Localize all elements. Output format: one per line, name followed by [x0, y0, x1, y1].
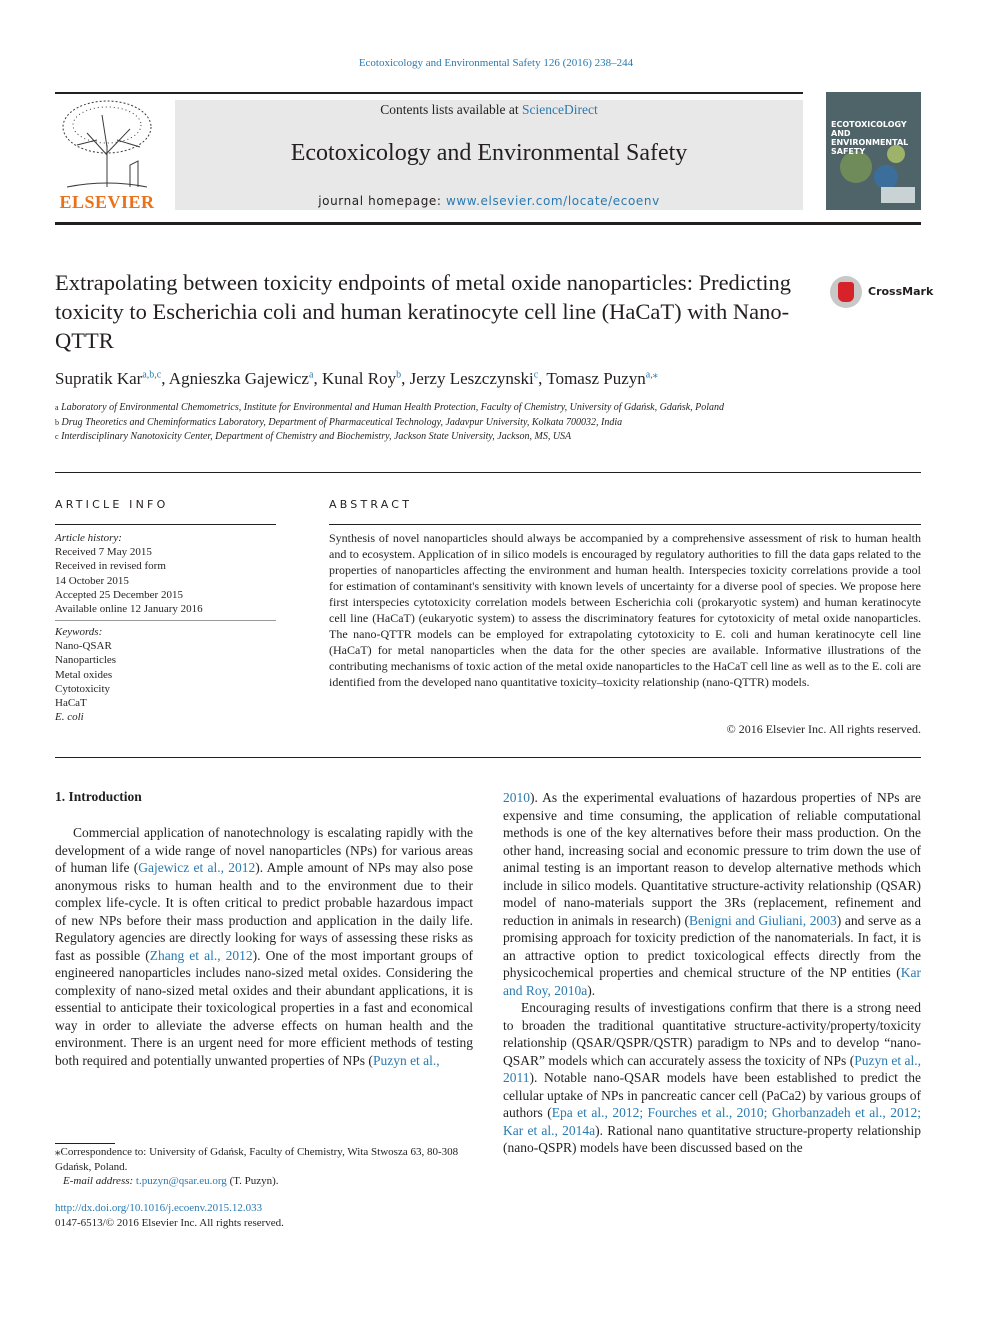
body-paragraph [503, 789, 921, 999]
homepage-link[interactable]: www.elsevier.com/locate/ecoenv [445, 194, 660, 208]
citation-link[interactable]: Zhang et al., 2012 [149, 947, 253, 963]
abstract-copyright: © 2016 Elsevier Inc. All rights reserved. [726, 722, 921, 736]
affiliation-text: Interdisciplinary Nanotoxicity Center, Department of Chemistry and Biochemistry, Jackson State University, Jackson, MS, USA [61, 431, 572, 442]
keyword-item: Cytotoxicity [55, 682, 110, 695]
doi-link[interactable]: http://dx.doi.org/10.1016/j.ecoenv.2015.12.033 [55, 1202, 263, 1214]
email-label: E-mail address: [63, 1175, 136, 1187]
author-separator: , [401, 369, 410, 388]
author-affiliation-mark[interactable]: c [533, 369, 539, 381]
body-text: ). Notable nano-QSAR models have been established to predict the cellular uptake of NPs in pancreatic cancer cell (PaCa2) by various groups of authors ( [503, 1070, 921, 1120]
keyword-item: Nano-QSAR [55, 640, 112, 653]
elsevier-logo[interactable] [52, 95, 162, 213]
citation-link[interactable]: Gajewicz et al., 2012 [138, 860, 256, 875]
journal-masthead [175, 100, 803, 210]
author-name[interactable]: Kunal Roy [321, 369, 397, 388]
masthead-top-rule [55, 92, 803, 94]
body-text: ). One of the most important groups of engineered nanoparticles includes nano-sized metal oxides. Considering the complexity of nano-sized metal oxides and their abundant applications, it is essential to anticipate their toxicological properties in a fast and economical way in order to alleviate the adverse effects on human health and the environment. There is an urgent need for more efficient methods of testing both required and potentially unwanted properties of NPs ( [55, 947, 474, 1068]
doi-block [55, 1201, 473, 1231]
keyword-item: Metal oxides [55, 668, 113, 681]
article-info-heading: ARTICLE INFO [55, 498, 169, 511]
footnote-rule [55, 1143, 115, 1144]
affiliation-item [55, 430, 815, 445]
journal-citation[interactable]: Ecotoxicology and Environmental Safety 126 (2016) 238–244 [358, 57, 634, 69]
issn-line: 0147-6513/© 2016 Elsevier Inc. All rights reserved. [55, 1217, 284, 1229]
affiliations [55, 401, 815, 445]
author-affiliation-mark[interactable]: b [396, 369, 402, 381]
author-name[interactable]: Supratik Kar [55, 369, 143, 388]
crossmark-label: CrossMark [868, 285, 934, 298]
section-heading-introduction: 1. Introduction [55, 789, 142, 804]
masthead-bottom-rule [55, 222, 921, 225]
article-title: Extrapolating between toxicity endpoints of metal oxide nanoparticles: Predicting toxicity to Escherichia coli and human keratinocyte cell line (HaCaT) with Nano-QTTR [55, 270, 792, 353]
body-paragraph [503, 999, 921, 1157]
contents-prefix: Contents lists available at [380, 102, 522, 117]
abstract-text: Synthesis of novel nanoparticles should always be accompanied by a comprehensive assessment of risk to human health and to ecosystem. Application of in silico models is encouraged by regulatory authorities to fill the data gaps related to the properties of nanoparticles affecting the environment and human health. Interspecies toxicity correlations provide a tool for estimation of contaminant's sensitivity with known levels of uncertainty for a diverse pool of species. We propose here first interspecies cytotoxicity correlation models between Escherichia coli (prokaryotic system) and human keratinocyte cell line (HaCaT) (eukaryotic system) to assess the discriminatory features for cytotoxicity of metal oxide nanoparticles. The nano-QTTR models can be employed for extrapolating cytotoxicity to E. coli and human keratinocyte cell line (HaCaT) for metal nanoparticles when the data for the other species are available. Informative illustrations of the contributing mechanisms of toxic action of the metal oxide nanoparticles to the HaCaT cell line as well as to the E. coli are identified from the developed nano quantitative toxicity–toxicity relationship (nano-QTTR) models. [329, 531, 921, 689]
citation-link[interactable]: Epa et al., 2012; Fourches et al., 2010; Ghorbanzadeh et al., 2012; Kar et al., 2014a [503, 1105, 921, 1138]
article-info-rule [55, 524, 276, 525]
history-line: Received in revised form [55, 560, 166, 573]
citation-link[interactable]: 2010 [503, 790, 530, 805]
keywords [55, 625, 285, 724]
keywords-label: Keywords: [55, 626, 103, 638]
body-text: Commercial application of nanotechnology is escalating rapidly with the development of a wide range of novel nanoparticles (NPs) for various areas of human life ( [55, 825, 473, 875]
homepage-prefix: journal homepage: [318, 194, 446, 208]
email-link[interactable]: t.puzyn@qsar.eu.org [135, 1175, 227, 1187]
author-name[interactable]: Tomasz Puzyn [546, 369, 646, 388]
affiliation-item [55, 416, 815, 431]
citation-link[interactable]: Puzyn et al., [372, 1052, 440, 1068]
author-affiliation-mark[interactable]: a,⁎ [645, 369, 658, 381]
crossmark-badge[interactable] [830, 275, 934, 311]
body-column-right [503, 789, 921, 1157]
elsevier-wordmark: ELSEVIER [59, 192, 155, 212]
article-history [55, 531, 285, 616]
abstract-heading: ABSTRACT [329, 498, 413, 511]
contents-line [175, 102, 803, 118]
history-line: Received 7 May 2015 [55, 546, 152, 559]
history-label: Article history: [55, 532, 122, 544]
body-text: ). [587, 982, 596, 998]
affiliation-mark: b [55, 417, 59, 427]
affiliation-rule [55, 472, 921, 473]
history-line: Accepted 25 December 2015 [55, 588, 183, 601]
body-text: ). As the experimental evaluations of hazardous properties of NPs are expensive and time consuming, the application of reliable computational methods is one of the key alternatives before their mass production. On the other hand, increasing social and economic pressure to trim down the use of animal testing is an important reason to develop alternative methods which include in silico models. Quantitative structure-activity relationship (QSAR) model of nano-materials support the 3Rs (replacement, refinement and reduction in animals in research) ( [503, 790, 921, 928]
body-column-left [55, 824, 473, 1069]
abstract-bottom-rule [55, 757, 921, 758]
sciencedirect-link[interactable]: ScienceDirect [522, 102, 598, 117]
history-line: Available online 12 January 2016 [55, 603, 203, 616]
author-separator: , [161, 369, 169, 388]
author-affiliation-mark[interactable]: a [308, 369, 314, 381]
citation-link[interactable]: Puzyn et al., 2011 [503, 1052, 921, 1085]
body-text: Encouraging results of investigations confirm that there is a strong need to broaden the traditional quantitative structure-activity/property/toxicity relationship (QSAR/QSPR/QSTR) paradigm to NPs and to develop “nano-QSAR” models which can accurately assess the toxicity of NPs ( [503, 1000, 921, 1068]
affiliation-item [55, 401, 815, 416]
citation-link[interactable]: Benigni and Giuliani, 2003 [689, 912, 837, 928]
author-list [55, 369, 915, 389]
keyword-item: HaCaT [55, 697, 87, 710]
author-separator: , [538, 369, 547, 388]
journal-title: Ecotoxicology and Environmental Safety [290, 140, 688, 166]
journal-cover-image[interactable] [826, 92, 921, 210]
correspondence-footnote [55, 1145, 473, 1189]
footnote-mark: ⁎ [55, 1146, 61, 1158]
keyword-item: Nanoparticles [55, 654, 117, 667]
affiliation-text: Laboratory of Environmental Chemometrics, Institute for Environmental and Human Health Protection, Faculty of Chemistry, University of Gdańsk, Gdańsk, Poland [61, 402, 725, 413]
keyword-item: E. coli [55, 711, 84, 724]
affiliation-text: Drug Theoretics and Cheminformatics Laboratory, Department of Pharmaceutical Technology, Jadavpur University, Kolkata 700032, India [61, 416, 623, 428]
email-suffix: (T. Puzyn). [226, 1175, 279, 1187]
citation-link[interactable]: Kar and Roy, 2010a [503, 965, 921, 998]
body-text: ). Rational nano quantitative structure-property relationship (nano-QSPR) models have been discussed based on the [503, 1122, 921, 1155]
author-name[interactable]: Jerzy Leszczynski [409, 369, 534, 388]
cover-title: ECOTOXICOLOGY AND ENVIRONMENTAL SAFETY [831, 120, 909, 156]
author-affiliation-mark[interactable]: a,b,c [142, 369, 162, 381]
history-rule [55, 620, 276, 621]
body-text: ) and serve as a promising approach for toxicity prediction of the nanomaterials. In fact, it is an attractive option to predict toxicological effects directly from the physicochemical properties and chemical structure of the NP entities ( [503, 912, 921, 980]
history-line: 14 October 2015 [55, 574, 129, 587]
body-text: ). Ample amount of NPs may also pose anonymous risks to human health and to the environment due to their complex life-cycle. It is often critical to predict probable hazardous impact of new NPs before their mass production and application in the daily life. Regulatory agencies are directly looking for ways of assessing these risks as fast as possible ( [55, 860, 473, 963]
elsevier-tree-icon [52, 95, 162, 191]
abstract-rule [329, 524, 921, 525]
author-separator: , [313, 369, 322, 388]
affiliation-mark: c [55, 432, 59, 441]
homepage-line [175, 194, 803, 208]
crossmark-icon [830, 276, 862, 308]
affiliation-mark: a [55, 403, 59, 412]
author-name[interactable]: Agnieszka Gajewicz [168, 369, 309, 388]
footnote-text: Correspondence to: University of Gdańsk, Faculty of Chemistry, Wita Stwosza 63, 80-308 Gdańsk, Poland. [55, 1146, 459, 1173]
